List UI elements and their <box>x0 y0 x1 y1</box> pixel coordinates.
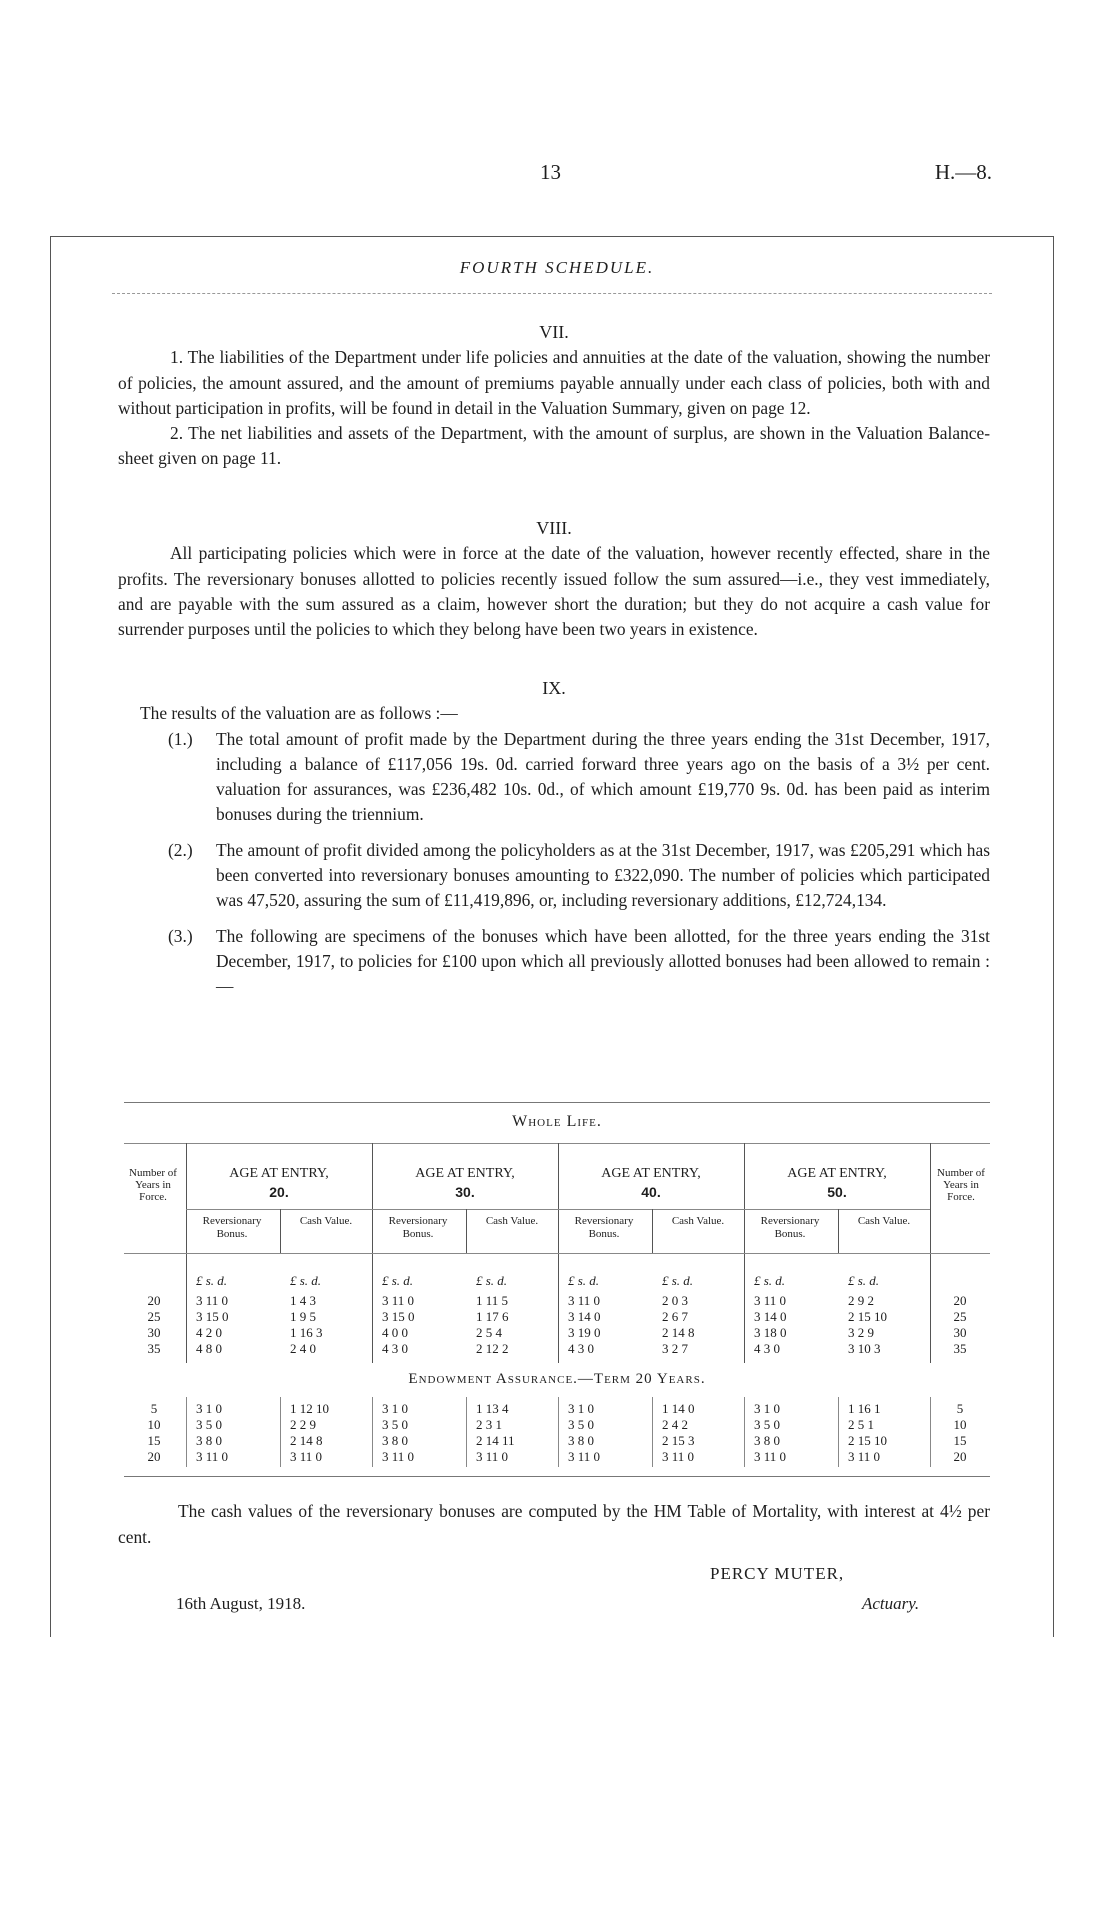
bonus-value: 1 16 1 <box>848 1401 881 1416</box>
endowment-column-divider <box>652 1397 653 1467</box>
section-viii <box>118 516 990 642</box>
result-item <box>118 838 990 914</box>
endowment-column-divider <box>466 1397 467 1467</box>
result-item-text: The amount of profit divided among the policyholders as at the 31st December, 1917, was £205,291 which has been converted into reversionary bonuses amounting to £322,090. The number of policies which participated was 47,520, assuring the sum of £11,419,896, or, including reversionary additions, £12,724,134. <box>216 839 990 911</box>
section-viii-paragraph: All participating policies which were in force at the date of the valuation, however recently effected, share in the profits. The reversionary bonuses allotted to policies recently issued follow the sum assured—i.e., they vest immediately, and are payable with the sum assured as a claim, however short the duration; but they do not acquire a cash value for surrender purposes until the policies to which they belong have been two years in existence. <box>118 543 990 640</box>
bonus-value: 2 0 3 <box>662 1293 688 1308</box>
bonus-value: 3 2 7 <box>662 1341 688 1356</box>
years-in-force: 35 <box>953 1341 967 1356</box>
section-vii-paragraph-2: 2. The net liabilities and assets of the Department, with the amount of surplus, are shown in the Valuation Balance-sheet given on page 11. <box>118 423 990 469</box>
table-rule <box>124 1253 990 1254</box>
bonus-value: 4 3 0 <box>568 1341 594 1356</box>
bonus-value: 1 9 5 <box>290 1309 316 1324</box>
reversionary-bonus-head: Reversionary Bonus. <box>202 1215 262 1240</box>
bonus-value: 3 1 0 <box>568 1401 594 1416</box>
bonus-value: 2 14 8 <box>662 1325 695 1340</box>
section-viii-heading: VIII. <box>536 518 572 538</box>
whole-life-title: Whole Life. <box>512 1113 602 1130</box>
result-item <box>118 924 990 1000</box>
bonus-value: 3 11 0 <box>662 1449 695 1464</box>
years-in-force: 10 <box>953 1417 967 1432</box>
years-in-force: 10 <box>147 1417 161 1432</box>
title-divider <box>112 293 992 294</box>
bonus-value: 1 11 5 <box>476 1293 509 1308</box>
bonus-value: 3 11 0 <box>754 1293 787 1308</box>
unit-label: £ s. d. <box>568 1273 600 1288</box>
bonus-value: 3 11 0 <box>196 1293 229 1308</box>
sub-column-divider <box>280 1209 281 1253</box>
endowment-title: Endowment Assurance.—Term 20 Years. <box>408 1371 706 1387</box>
age-40-head: AGE AT ENTRY, 40. <box>601 1166 701 1200</box>
bonus-value: 4 3 0 <box>754 1341 780 1356</box>
bonus-value: 1 16 3 <box>290 1325 323 1340</box>
bonus-value: 4 2 0 <box>196 1325 222 1340</box>
bonus-value: 2 14 11 <box>476 1433 515 1448</box>
bonus-value: 3 11 0 <box>382 1293 415 1308</box>
unit-label: £ s. d. <box>290 1273 322 1288</box>
bonus-value: 3 1 0 <box>382 1401 408 1416</box>
unit-label: £ s. d. <box>476 1273 508 1288</box>
result-item-number: (2.) <box>168 839 193 860</box>
years-in-force-head-right: Number of Years in Force. <box>937 1167 985 1203</box>
bonus-value: 3 5 0 <box>382 1417 408 1432</box>
endowment-column-divider <box>744 1397 745 1467</box>
bonus-value: 1 17 6 <box>476 1309 509 1324</box>
result-item-text: The total amount of profit made by the Department during the three years ending the 31st December, 1917, including a balance of £117,056 19s. 0d. carried forward three years ago on the basis of a 3½ per cent. valuation for assurances, was £236,482 10s. 0d., of which amount £19,770 9s. 0d. has been paid as interim bonuses during the triennium. <box>216 728 990 825</box>
bonus-value: 2 14 8 <box>290 1433 323 1448</box>
bonus-value: 3 18 0 <box>754 1325 787 1340</box>
signature-date: 16th August, 1918. <box>176 1594 306 1613</box>
bonus-value: 3 2 9 <box>848 1325 874 1340</box>
bonus-value: 3 11 0 <box>196 1449 229 1464</box>
result-item <box>118 727 990 828</box>
bonus-value: 2 12 2 <box>476 1341 509 1356</box>
bonus-value: 3 11 0 <box>476 1449 509 1464</box>
page-header <box>0 160 1114 190</box>
bonus-value: 3 5 0 <box>754 1417 780 1432</box>
bonus-value: 2 5 4 <box>476 1325 502 1340</box>
cash-value-head: Cash Value. <box>857 1215 911 1227</box>
bonus-value: 1 14 0 <box>662 1401 695 1416</box>
age-20-head: AGE AT ENTRY, 20. <box>229 1166 329 1200</box>
bonus-value: 3 8 0 <box>382 1433 408 1448</box>
section-vii <box>118 320 990 472</box>
document-reference: H.—8. <box>934 160 992 184</box>
bonus-value: 3 10 3 <box>848 1341 881 1356</box>
result-item-number: (3.) <box>168 925 193 946</box>
years-in-force: 5 <box>956 1401 964 1416</box>
age-50-head: AGE AT ENTRY, 50. <box>787 1166 887 1200</box>
years-in-force: 20 <box>147 1293 161 1308</box>
section-ix-intro: The results of the valuation are as follows :— <box>140 703 458 724</box>
bonus-table <box>124 1102 990 1477</box>
mortality-note: The cash values of the reversionary bonuses are computed by the HM Table of Mortality, with interest at 4½ per cent. <box>118 1501 990 1547</box>
bonus-value: 3 14 0 <box>754 1309 787 1324</box>
years-in-force: 25 <box>147 1309 161 1324</box>
endowment-column-divider <box>930 1397 931 1467</box>
bonus-value: 2 2 9 <box>290 1417 316 1432</box>
years-in-force: 20 <box>953 1449 967 1464</box>
bonus-value: 2 5 1 <box>848 1417 874 1432</box>
section-ix <box>118 676 990 1010</box>
bonus-value: 3 19 0 <box>568 1325 601 1340</box>
sub-column-divider <box>466 1209 467 1253</box>
bonus-value: 2 3 1 <box>476 1417 502 1432</box>
unit-label: £ s. d. <box>196 1273 228 1288</box>
bonus-value: 3 11 0 <box>568 1449 601 1464</box>
years-in-force: 5 <box>150 1401 158 1416</box>
bonus-value: 3 8 0 <box>754 1433 780 1448</box>
years-in-force: 20 <box>953 1293 967 1308</box>
endowment-column-divider <box>558 1397 559 1467</box>
bonus-value: 3 5 0 <box>196 1417 222 1432</box>
bonus-value: 3 5 0 <box>568 1417 594 1432</box>
page-number: 13 <box>540 160 561 184</box>
bonus-value: 2 4 0 <box>290 1341 316 1356</box>
years-in-force: 35 <box>147 1341 161 1356</box>
cash-value-head: Cash Value. <box>485 1215 539 1227</box>
years-in-force: 15 <box>147 1433 161 1448</box>
table-rule <box>124 1143 990 1144</box>
unit-label: £ s. d. <box>848 1273 880 1288</box>
result-item-number: (1.) <box>168 728 193 749</box>
bonus-value: 3 11 0 <box>754 1449 787 1464</box>
bonus-value: 2 6 7 <box>662 1309 688 1324</box>
section-vii-heading: VII. <box>539 322 569 342</box>
reversionary-bonus-head: Reversionary Bonus. <box>388 1215 448 1240</box>
bonus-value: 3 1 0 <box>196 1401 222 1416</box>
reversionary-bonus-head: Reversionary Bonus. <box>574 1215 634 1240</box>
endowment-column-divider <box>280 1397 281 1467</box>
bonus-value: 3 14 0 <box>568 1309 601 1324</box>
bonus-value: 2 15 10 <box>848 1433 887 1448</box>
unit-label: £ s. d. <box>754 1273 786 1288</box>
bonus-value: 4 8 0 <box>196 1341 222 1356</box>
bonus-value: 3 15 0 <box>196 1309 229 1324</box>
bonus-value: 3 11 0 <box>382 1449 415 1464</box>
years-in-force: 20 <box>147 1449 161 1464</box>
endowment-column-divider <box>838 1397 839 1467</box>
years-in-force: 30 <box>147 1325 161 1340</box>
unit-label: £ s. d. <box>382 1273 414 1288</box>
bonus-value: 3 15 0 <box>382 1309 415 1324</box>
years-in-force-head-left: Number of Years in Force. <box>129 1167 177 1203</box>
endowment-column-divider <box>186 1397 187 1467</box>
bonus-value: 1 13 4 <box>476 1401 509 1416</box>
result-item-text: The following are specimens of the bonuses which have been allotted, for the three years ending the 31st December, 1917, to policies for £100 upon which all previously allotted bonuses had been allowed to remain :— <box>216 925 990 997</box>
sub-column-divider <box>652 1209 653 1253</box>
cash-value-head: Cash Value. <box>299 1215 353 1227</box>
endowment-column-divider <box>372 1397 373 1467</box>
bonus-value: 4 3 0 <box>382 1341 408 1356</box>
unit-label: £ s. d. <box>662 1273 694 1288</box>
schedule-title: FOURTH SCHEDULE. <box>459 258 655 277</box>
bonus-value: 4 0 0 <box>382 1325 408 1340</box>
sub-column-divider <box>838 1209 839 1253</box>
years-in-force: 30 <box>953 1325 967 1340</box>
signatory-title: Actuary. <box>862 1594 920 1613</box>
bonus-value: 3 8 0 <box>196 1433 222 1448</box>
age-30-head: AGE AT ENTRY, 30. <box>415 1166 515 1200</box>
bonus-value: 3 8 0 <box>568 1433 594 1448</box>
table-rule <box>186 1209 930 1210</box>
reversionary-bonus-head: Reversionary Bonus. <box>760 1215 820 1240</box>
bonus-value: 2 15 10 <box>848 1309 887 1324</box>
bonus-value: 2 4 2 <box>662 1417 688 1432</box>
section-ix-heading: IX. <box>542 678 566 698</box>
years-in-force: 15 <box>953 1433 967 1448</box>
years-in-force: 25 <box>953 1309 967 1324</box>
bonus-value: 3 11 0 <box>568 1293 601 1308</box>
bonus-value: 1 4 3 <box>290 1293 316 1308</box>
cash-value-head: Cash Value. <box>671 1215 725 1227</box>
bonus-value: 3 11 0 <box>848 1449 881 1464</box>
signatory-name: PERCY MUTER, <box>710 1564 845 1583</box>
footer-note <box>118 1498 990 1550</box>
section-vii-paragraph-1: 1. The liabilities of the Department under life policies and annuities at the date of the valuation, showing the number of policies, the amount assured, and the amount of premiums payable annually under each class of policies, both with and without participation in profits, will be found in detail in the Valuation Summary, given on page 12. <box>118 347 990 418</box>
bonus-value: 2 15 3 <box>662 1433 695 1448</box>
bonus-value: 3 1 0 <box>754 1401 780 1416</box>
bonus-value: 3 11 0 <box>290 1449 323 1464</box>
bonus-value: 2 9 2 <box>848 1293 874 1308</box>
bonus-value: 1 12 10 <box>290 1401 329 1416</box>
